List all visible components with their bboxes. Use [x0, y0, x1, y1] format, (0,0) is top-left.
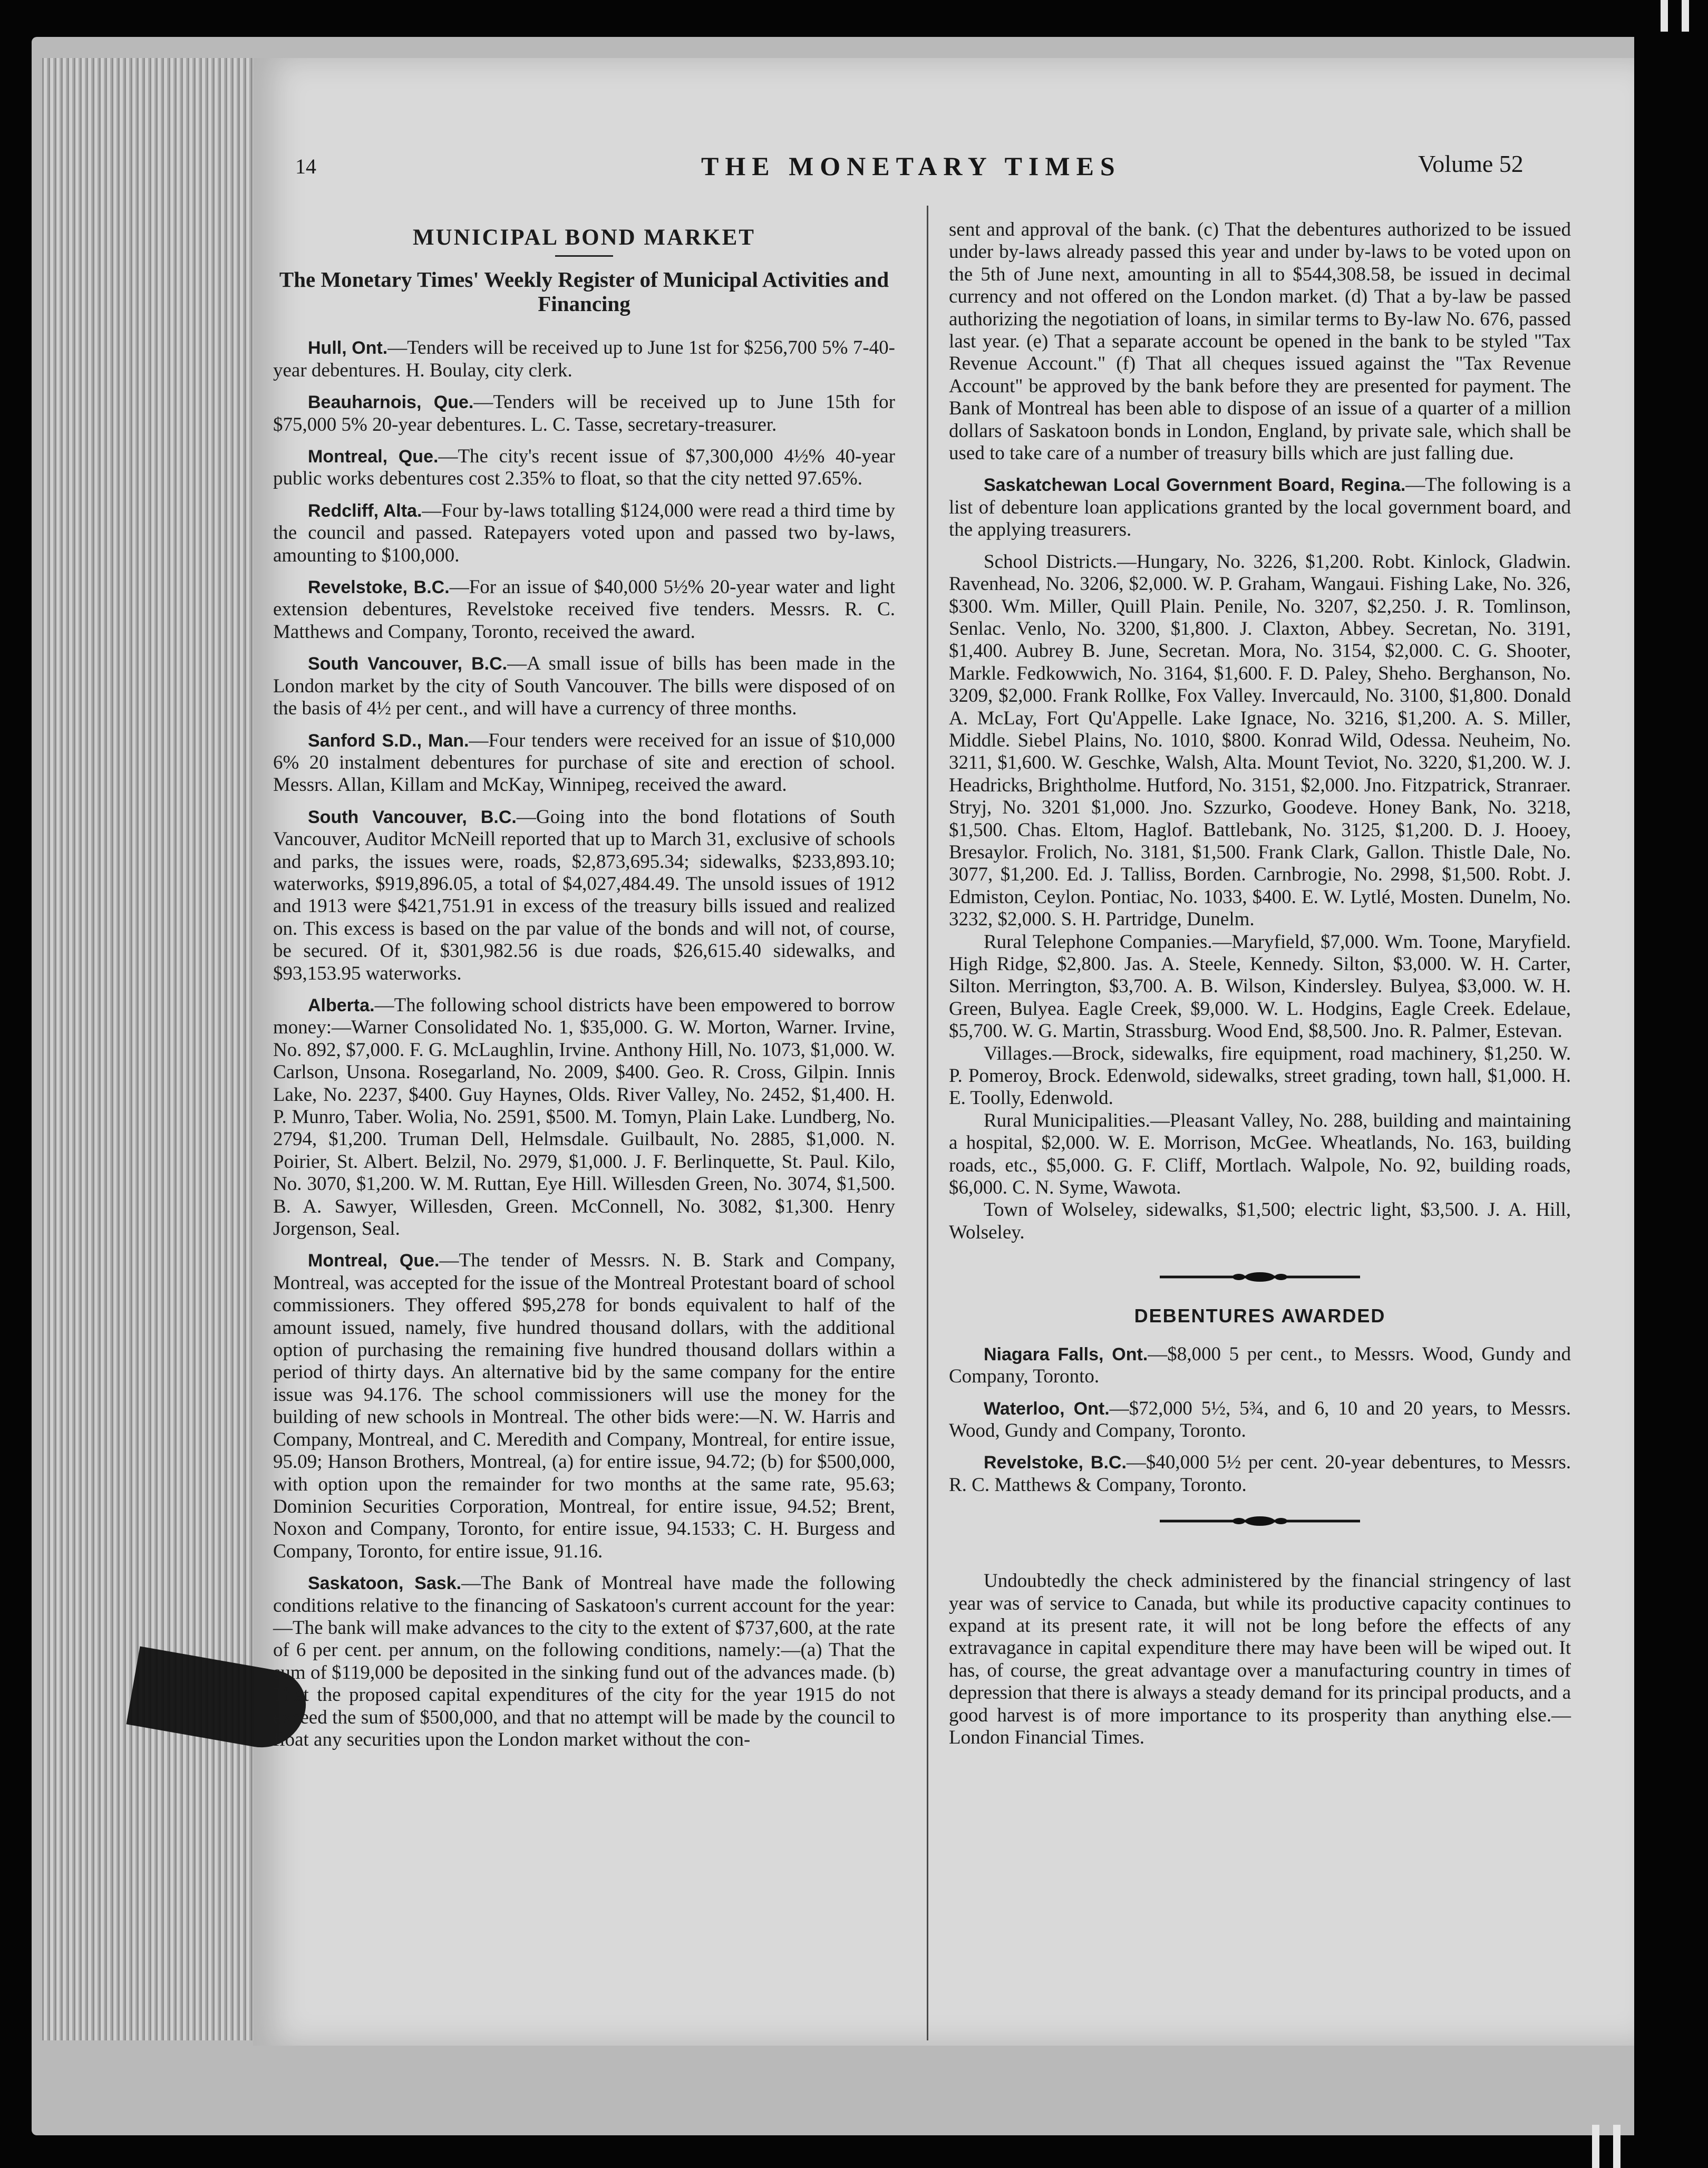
regina-paragraph: Rural Telephone Companies.—Maryfield, $7,000. Wm. Toone, Maryfield. High Ridge, $2,800. Jas. A. Steele, Kennedy. Silton, $3,000. W. H. Carter, Silton. Merrington, $3,700. A. B. Wilson, Kindersley. Bulyea, $3,000. W. H. Green, Bulyea. Eagle Creek, $9,000. W. L. Hodgins, Eagle Creek. Edelaue, $5,700. W. G. Martin, Strassburg. Wood End, $8,500. Jno. R. Palmer, Estevan. — [949, 931, 1571, 1042]
bond-item — [273, 446, 895, 490]
bond-text: —The Bank of Montreal have made the following conditions relative to the financing of Saskatoon's current account for the year:—The bank will make advances to the city to the extent of $737,600, at the rate of 6 per cent. per annum, on the following conditions, namely:—(a) That the sum of $119,000 be deposited in the sinking fund out of the advances made. (b) That the proposed capital expenditures of the city for the year 1915 do not exceed the sum of $500,000, and that no attempt will be made by the council to float any securities upon the London market without the con- — [273, 1572, 896, 1750]
continued-paragraph: sent and approval of the bank. (c) That the debentures authorized to be issued under by-laws already passed this year and under by-laws to be voted upon on the 5th of June next, amounting in all to $544,308.58, be issued in decimal currency and not offered on the London market. (d) That a by-law be passed authorizing the negotiation of loans, in similar terms to By-law No. 676, passed last year. (e) That a separate account be opened in the bank to be styled "Tax Revenue Account." (f) That all cheques issued against the "Tax Revenue Account" be approved by the bank before they are presented for payment. The Bank of Montreal has been able to dispose of an issue of a quarter of a million dollars of Saskatoon bonds in London, England, by private sale, which shall be used to take care of a number of treasury bills which are just falling due. — [949, 219, 1571, 464]
bond-item — [273, 576, 895, 643]
regina-text: —The following is a list of debenture loan applications granted by the local government board, and the applying treasurers. — [949, 474, 1571, 541]
debenture-item — [949, 1451, 1571, 1496]
right-column — [949, 219, 1571, 1749]
debenture-text: —$8,000 5 per cent., to Messrs. Wood, Gundy and Company, Toronto. — [949, 1343, 1571, 1388]
bond-text: —The tender of Messrs. N. B. Stark and Company, Montreal, was accepted for the issue of the Montreal Protestant board of school commissioners. They offered $95,278 for bonds equivalent to half of the amount issued, namely, five hundred thousand dollars, with the additional option of purchasing the remaining five hundred thousand dollars within a period of thirty days. An alternative bid by the same company for the entire issue was 94.176. The school commissioners will use the money for the building of new schools in Montreal. The other bids were:—N. W. Harris and Company, Montreal, and C. Meredith and Company, Montreal, for entire issue, 95.09; Hanson Brothers, Montreal, (a) for entire issue, 94.72; (b) for $500,000, with option upon the remainder for two months at the same rate, 95.63; Dominion Securities Corporation, Montreal, for entire issue, 94.52; Brent, Noxon and Company, Toronto, for entire issue, 94.1533; C. H. Burgess and Company, Toronto, for entire issue, 91.16. — [273, 1250, 896, 1562]
bond-lead: South Vancouver, B.C. — [308, 654, 508, 674]
debenture-lead: Waterloo, Ont. — [984, 1398, 1110, 1419]
debenture-items — [949, 1343, 1571, 1496]
debenture-item — [949, 1398, 1571, 1443]
debenture-text: —$40,000 5½ per cent. 20-year debentures, to Messrs. R. C. Matthews & Company, Toronto. — [949, 1451, 1571, 1496]
regina-lead: Saskatchewan Local Government Board, Regina. — [984, 475, 1406, 496]
bond-lead: Revelstoke, B.C. — [308, 577, 450, 598]
bond-text: —For an issue of $40,000 5½% 20-year water and light extension debentures, Revelstoke received five tenders. Messrs. R. C. Matthews and Company, Toronto, received the award. — [273, 576, 895, 643]
bond-lead: Montreal, Que. — [308, 1251, 440, 1271]
bond-item — [273, 1572, 895, 1751]
bond-text: —The following school districts have been empowered to borrow money:—Warner Consolidated No. 1, $35,000. G. W. Morton, Warner. Irvine, No. 892, $7,000. F. G. McLaughlin, Irvine. Anthony Hill, No. 1073, $1,000. W. Carlson, Unsona. Rosegarland, No. 2009, $400. Geo. R. Cross, Gilpin. Innis Lake, No. 2237, $400. Guy Haynes, Olds. River Valley, No. 2452, $1,400. H. P. Munro, Taber. Wolia, No. 2591, $500. M. Tomyn, Plain Lake. Lundberg, No. 2794, $1,200. Truman Dell, Helmsdale. Guilbault, No. 2885, $1,000. N. Poirier, St. Albert. Belzil, No. 2979, $1,000. J. F. Berlinquette, St. Paul. Kilo, No. 3070, $1,200. W. M. Ruttan, Eye Hill. Willesden Green, No. 3074, $1,500. B. A. Sawyer, Willesden, Green. McConnell, No. 3082, $1,300. Henry Jorgenson, Seal. — [273, 994, 895, 1240]
bond-item — [273, 994, 895, 1240]
film-mark-bottom-1 — [1592, 2125, 1599, 2168]
film-edge — [1634, 37, 1708, 2141]
regina-paragraph: School Districts.—Hungary, No. 3226, $1,200. Robt. Kinlock, Gladwin. Ravenhead, No. 3206, $2,000. W. P. Graham, Wangaui. Fishing Lake, No. 326, $300. Wm. Miller, Quill Plain. Penile, No. 3207, $2,250. J. R. Tomlinson, Senlac. Venlo, No. 3200, $1,800. J. Claxton, Abbey. Secretan, No. 3191, $1,400. Aubrey B. June, Secretan. Mora, No. 3154, $2,000. C. G. Shooter, Markle. Fedkowwich, No. 3164, $1,600. F. D. Paley, Sheho. Berghanson, No. 3209, $2,000. Frank Rollke, Fox Valley. Invercauld, No. 3100, $1,800. Donald A. McLay, Fort Qu'Appelle. Lake Ignace, No. 3216, $1,200. A. S. Miller, Middle. Siebel Plains, No. 1010, $800. Konrad Wild, Odessa. Neuheim, No. 3211, $1,600. W. Geschke, Walsh, Alta. Mount Teviot, No. 3220, $1,200. W. J. Headricks, Brightholme. Hutford, No. 3151, $2,000. Jno. Fitzpatrick, Stranraer. Stryj, No. 3201 $1,000. Jno. Szzurko, Goodeve. Honey Bank, No. 3218, $1,500. Chas. Eltom, Haglof. Battlebank, No. 3125, $1,200. D. J. Hooey, Bresaylor. Frolich, No. 3181, $1,500. Frank Clark, Gallon. Thistle Dale, No. 3077, $1,200. Ed. J. Talliss, Borden. Carnbrogie, No. 2998, $1,500. Robt. J. Edmiston, Ceylon. Pontiac, No. 1033, $400. E. W. Lytlé, Mosten. Dunelm, No. 3232, $2,000. S. H. Partridge, Dunelm. — [949, 550, 1571, 931]
left-column — [273, 227, 895, 1760]
regina-paragraph: Villages.—Brock, sidewalks, fire equipment, road machinery, $1,250. W. P. Pomeroy, Brock. Edenwold, sidewalks, street grading, town hall, $1,000. H. E. Toolly, Edenwold. — [949, 1042, 1571, 1109]
bond-lead: Redcliff, Alta. — [308, 500, 422, 521]
column-divider — [927, 206, 928, 2040]
debenture-lead: Niagara Falls, Ont. — [984, 1344, 1148, 1364]
bond-lead: Alberta. — [308, 995, 375, 1015]
bond-lead: Beauharnois, Que. — [308, 392, 474, 413]
bond-text: —Tenders will be received up to June 15th for $75,000 5% 20-year debentures. L. C. Tasse, secretary-treasurer. — [273, 391, 895, 435]
bond-lead: Montreal, Que. — [308, 447, 439, 467]
debenture-text: —$72,000 5½, 5¾, and 6, 10 and 20 years, to Messrs. Wood, Gundy and Company, Toronto. — [949, 1397, 1571, 1441]
regina-paragraph: Rural Municipalities.—Pleasant Valley, No. 288, building and maintaining a hospital, $2,000. W. E. Morrison, McGee. Wheatlands, No. 163, building roads, etc., $5,000. G. F. Cliff, Mortlach. Walpole, No. 92, building roads, $6,000. C. N. Syme, Wawota. — [949, 1109, 1571, 1199]
bond-lead: South Vancouver, B.C. — [308, 807, 517, 827]
section-title: MUNICIPAL BOND MARKET — [413, 225, 755, 250]
bond-text: —The city's recent issue of $7,300,000 4½% 40-year public works debentures cost 2.35% to float, so that the city netted 97.65%. — [273, 446, 896, 490]
bond-item — [273, 391, 895, 436]
film-mark-top-2 — [1682, 0, 1689, 32]
debenture-item — [949, 1343, 1571, 1388]
bond-item — [273, 806, 895, 985]
bond-items — [273, 337, 895, 1751]
film-mark-bottom-2 — [1613, 2125, 1620, 2168]
bond-item — [273, 500, 895, 567]
page-number: 14 — [295, 154, 316, 178]
regina-paragraphs — [949, 551, 1571, 1244]
section-subtitle: The Monetary Times' Weekly Register of Municipal Activities and Financing — [279, 267, 889, 316]
film-mark-top-1 — [1661, 0, 1668, 32]
bond-item — [273, 337, 895, 382]
bond-item — [273, 1250, 895, 1563]
debentures-title: DEBENTURES AWARDED — [1134, 1305, 1386, 1327]
closing-paragraph: Undoubtedly the check administered by the financial stringency of last year was of service to Canada, but while its productive capacity continues to expand at its present rate, it will not be long before the effects of any extravagance in capital expenditure there may have been will be wiped out. It has, of course, the great advantage over a manufacturing country in times of depression that there is always a steady demand for its principal products, and a good harvest is of more importance to its prosperity than anything else.—London Financial Times. — [949, 1570, 1571, 1748]
running-header — [253, 149, 1529, 180]
bond-item — [273, 730, 895, 797]
ornament-divider — [1160, 1270, 1360, 1284]
bond-item — [273, 653, 895, 720]
bond-text: —A small issue of bills has been made in the London market by the city of South Vancouver. The bills were disposed of on the basis of 4½ per cent., and will have a currency of three months. — [273, 653, 895, 720]
regina-paragraph: Town of Wolseley, sidewalks, $1,500; electric light, $3,500. J. A. Hill, Wolseley. — [949, 1199, 1571, 1243]
bond-text: —Four tenders were received for an issue of $10,000 6% 20 instalment debentures for purchase of site and erection of school. Messrs. Allan, Killam and McKay, Winnipeg, received the award. — [273, 729, 896, 796]
bond-lead: Sanford S.D., Man. — [308, 730, 469, 751]
debenture-lead: Revelstoke, B.C. — [984, 1453, 1127, 1473]
bond-text: —Tenders will be received up to June 1st for $256,700 5% 7-40-year debentures. H. Boulay, city clerk. — [273, 337, 895, 381]
ornament-divider-2 — [1160, 1514, 1360, 1528]
bond-lead: Hull, Ont. — [308, 338, 388, 359]
volume-label: Volume 52 — [1418, 150, 1523, 177]
regina-item — [949, 474, 1571, 541]
bond-text: —Four by-laws totalling $124,000 were read a third time by the council and passed. Ratepayers voted upon and passed two by-laws, amounting to $100,000. — [273, 499, 895, 566]
masthead: THE MONETARY TIMES — [701, 151, 1121, 181]
bond-lead: Saskatoon, Sask. — [308, 1573, 462, 1594]
bond-text: —Going into the bond flotations of South Vancouver, Auditor McNeill reported that up to March 31, exclusive of schools and parks, the issues were, roads, $2,873,695.34; sidewalks, $233,893.10; waterworks, $919,896.05, a total of $4,027,484.49. The unsold issues of 1912 and 1913 were $421,751.91 in excess of the treasury bills issued and realized on. This excess is based on the par value of the bonds and will not, of course, be secured. Of it, $301,982.56 is due roads, $26,615.40 sidewalks, and $93,153.95 waterworks. — [273, 806, 896, 984]
title-rule — [555, 255, 613, 257]
